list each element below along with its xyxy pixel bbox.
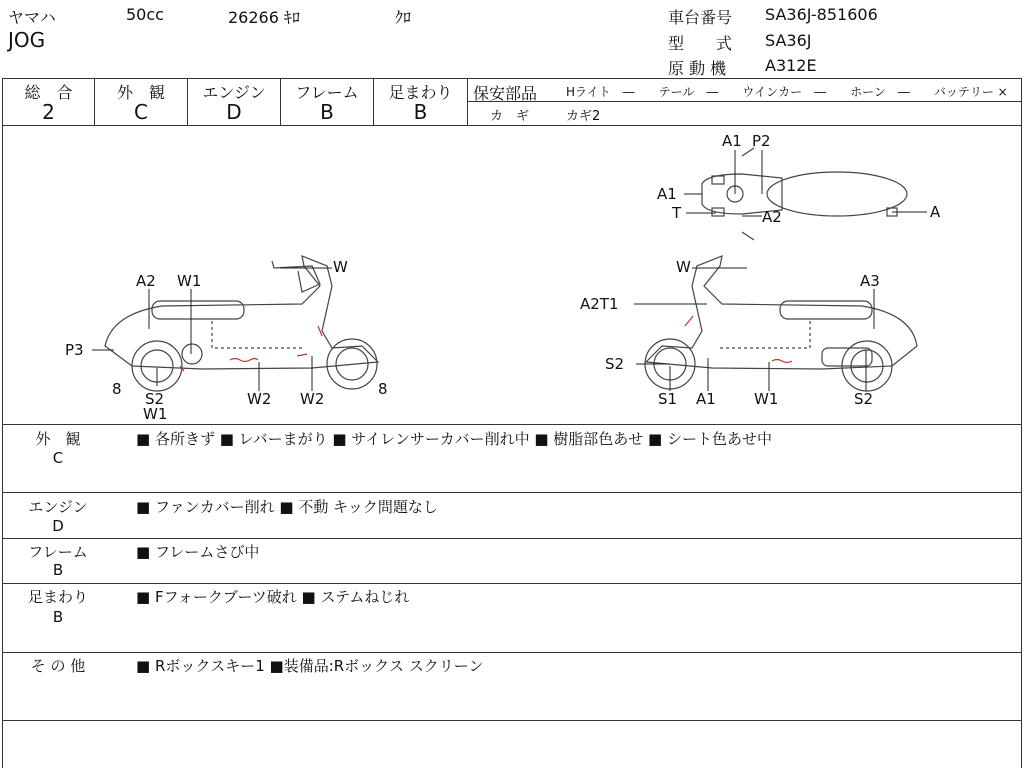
section-other-text: ■ Rボックスキー1 ■装備品:Rボックス スクリーン: [136, 657, 484, 675]
label-w-left: W: [333, 258, 348, 276]
section-frame-text: ■ フレームさび中: [136, 543, 260, 561]
label-a2-left: A2: [136, 272, 156, 290]
type-value: SA36J: [765, 31, 812, 50]
key-label: カ ギ: [490, 109, 530, 124]
section-exterior-grade: C: [52, 449, 64, 467]
divider: [2, 492, 1022, 493]
label-a-top: A: [930, 203, 941, 221]
grade-suspension-label: 足まわり: [388, 83, 453, 102]
label-a2-top: A2: [762, 208, 782, 226]
color: ｸﾛ: [395, 8, 412, 27]
section-engine-text: ■ ファンカバー削れ ■ 不動 キック問題なし: [136, 498, 438, 516]
key-value: カギ2: [566, 109, 601, 124]
frame-no: SA36J-851606: [765, 5, 878, 24]
label-t-top: T: [672, 204, 682, 222]
section-engine-label: エンジン: [28, 498, 88, 516]
section-other-label: そ の 他: [30, 657, 86, 675]
type-label: 型 式: [668, 34, 733, 53]
label-s2-right-b: S2: [854, 390, 874, 408]
divider: [467, 78, 468, 125]
damage-diagram: [2, 126, 1022, 424]
label-a3-right: A3: [860, 272, 880, 290]
grade-exterior: C: [134, 100, 148, 124]
label-s2-left: S2: [145, 390, 165, 408]
grade-suspension: B: [413, 100, 428, 124]
divider: [2, 652, 1022, 653]
mileage: 26266 ｷﾛ: [228, 8, 300, 27]
label-a2t1-right: A2T1: [580, 295, 619, 313]
engine-value: A312E: [765, 56, 817, 75]
grade-engine-label: エンジン: [202, 83, 266, 102]
divider: [2, 424, 1022, 425]
grade-exterior-label: 外 観: [116, 83, 165, 102]
divider: [2, 583, 1022, 584]
section-exterior-text: ■ 各所きず ■ レバーまがり ■ サイレンサーカバー削れ中 ■ 樹脂部色あせ ■ シート色あせ中: [136, 430, 773, 448]
grade-frame: B: [320, 100, 334, 124]
section-suspension-label: 足まわり: [27, 588, 88, 606]
label-w1-left-b: W1: [143, 405, 168, 423]
scooter-top-view: [702, 148, 907, 240]
displacement: 50cc: [126, 5, 164, 24]
label-p2-top: P2: [752, 132, 771, 150]
safety-items: Hライト ― テール ― ウインカー ― ホーン ― バッテリー ×: [566, 85, 1008, 99]
label-a1-top: A1: [722, 132, 742, 150]
section-frame-label: フレーム: [28, 543, 88, 561]
label-p3-left: P3: [65, 341, 84, 359]
label-s1-right: S1: [658, 390, 678, 408]
grade-frame-label: フレーム: [295, 83, 359, 102]
label-a1-right: A1: [696, 390, 716, 408]
divider: [2, 720, 1022, 721]
maker: ヤマハ: [8, 8, 56, 27]
divider: [2, 78, 1022, 79]
label-s2-right-a: S2: [605, 355, 625, 373]
label-a1-top-b: A1: [657, 185, 677, 203]
label-w2-left-a: W2: [247, 390, 272, 408]
engine-label: 原 動 機: [668, 59, 727, 78]
safety-label: 保安部品: [473, 84, 538, 103]
section-engine-grade: D: [52, 517, 64, 535]
frame-no-label: 車台番号: [668, 8, 733, 27]
section-exterior-label: 外 観: [35, 430, 81, 448]
section-suspension-grade: B: [52, 608, 64, 626]
label-8-left-a: 8: [112, 380, 122, 398]
divider: [467, 101, 1022, 102]
grade-total-label: 総 合: [24, 83, 73, 102]
model-name: JOG: [8, 28, 46, 52]
label-w2-left-b: W2: [300, 390, 325, 408]
grade-total: 2: [42, 100, 55, 124]
grade-engine: D: [226, 100, 242, 124]
label-8-left-b: 8: [378, 380, 388, 398]
label-w1-left: W1: [177, 272, 202, 290]
section-frame-grade: B: [52, 561, 64, 579]
divider: [2, 538, 1022, 539]
label-w1-right: W1: [754, 390, 779, 408]
section-suspension-text: ■ Fフォークブーツ破れ ■ ステムねじれ: [136, 588, 410, 606]
label-w-right: W: [676, 258, 691, 276]
